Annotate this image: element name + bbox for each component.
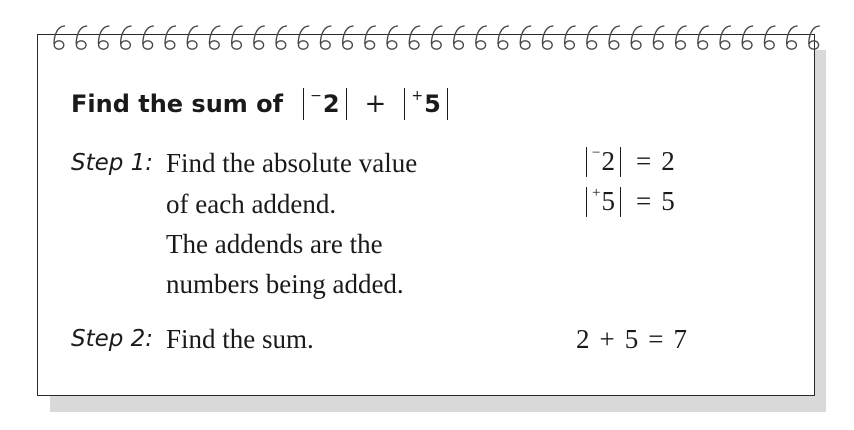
- abs-bar-left: [586, 147, 587, 177]
- sum-a: 2: [576, 324, 590, 354]
- eq1-equals: =: [635, 146, 652, 176]
- eq2-result: 5: [661, 186, 675, 216]
- title-prefix: Find the sum of: [71, 90, 284, 118]
- eq1-sign: −: [592, 145, 601, 161]
- abs-bar-right: [447, 88, 448, 120]
- abs-bar-right: [620, 187, 621, 217]
- term1-sign: −: [310, 88, 322, 104]
- abs-bar-left: [404, 88, 405, 120]
- step1-line: The addends are the: [166, 229, 383, 259]
- abs-bar-right: [620, 147, 621, 177]
- eq2-sign: +: [592, 185, 601, 201]
- sum-b: 5: [624, 324, 639, 354]
- step1-line: numbers being added.: [166, 269, 404, 299]
- spiral-binding-icon: [37, 22, 815, 56]
- sum-plus: +: [599, 324, 615, 354]
- abs-equation-negative-two: [581, 146, 675, 177]
- abs-bar-left: [586, 187, 587, 217]
- step1-line: of each addend.: [166, 189, 337, 219]
- abs-term-positive-five: [398, 84, 453, 124]
- eq2-value: 5: [601, 186, 615, 216]
- step1-line: Find the absolute value: [166, 148, 418, 178]
- term1-value: 2: [322, 90, 340, 118]
- sum-equals: =: [648, 324, 664, 354]
- abs-term-negative-two: [297, 84, 352, 124]
- abs-bar-right: [346, 88, 347, 120]
- term2-value: 5: [424, 90, 441, 118]
- step2-label: Step 2:: [71, 326, 154, 352]
- term2-sign: +: [411, 88, 424, 104]
- eq1-result: 2: [661, 146, 675, 176]
- sum-result: 7: [673, 324, 687, 354]
- sum-equation: [576, 324, 687, 355]
- eq1-value: 2: [601, 146, 615, 176]
- eq2-equals: =: [635, 186, 652, 216]
- step2-text: Find the sum.: [166, 324, 314, 354]
- step1-label: Step 1:: [71, 150, 154, 176]
- problem-title: [71, 84, 456, 124]
- abs-equation-positive-five: [581, 186, 675, 217]
- title-operator: +: [364, 89, 387, 119]
- abs-bar-left: [303, 88, 304, 120]
